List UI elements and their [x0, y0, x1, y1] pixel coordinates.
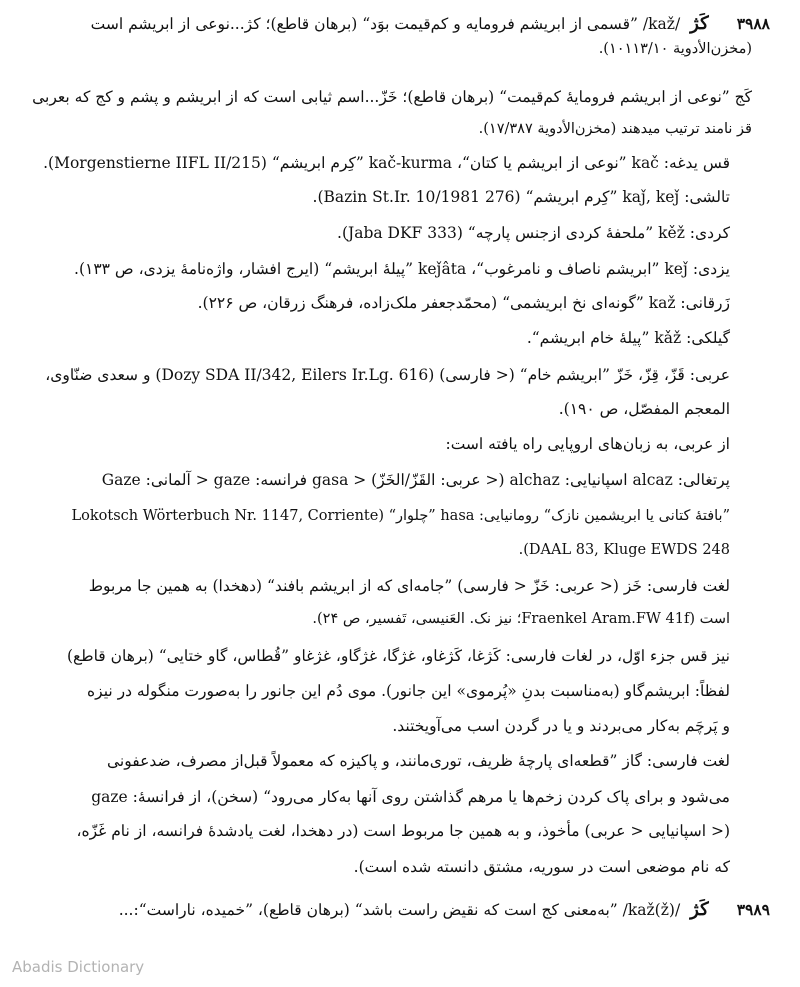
lafzan-line1: لفظاً: ابریشم‌گاو (به‌مناسبت بدنِ «پُرموی» این جانور). موی دُم این جانور را به‌صورت منگوله در نیزه: [87, 682, 730, 700]
zarqani-form: زَرقانی: kaž ”گونه‌ای نخ ابریشمی“ (محمّدجعفر ملک‌زاده، فرهنگ زرقان، ص ۲۲۶).: [197, 294, 730, 312]
yazdi-form: یزدی: keǰ ”ابریشم ناصاف و نامرغوب“، keǰâta ”پیلهٔ ابریشم“ (ایرج افشار، واژه‌نامهٔ یزدی، ص ۱۳۳).: [74, 260, 730, 278]
entry-3988-source: (مخزن‌الأدویة ۱۰۱۱۳/۱۰).: [598, 41, 752, 57]
europe-line3: DAAL 83, Kluge EWDS 248).: [518, 542, 730, 558]
europe-intro: از عربی، به زبان‌های اروپایی راه یافته است:: [445, 435, 730, 453]
arabic-line1: عربی: قَزّ، قِزّ، خَزّ ”ابریشم خام“ (< فارسی) (Dozy SDA II/342, Eilers Ir.Lg. 616) و سعدی ضنّاوی،: [45, 366, 730, 384]
lughat-farsi-1-line1: لغت فارسی: خَز (< عربی: خَزّ < فارسی) ”جامه‌ای که از ابریشم بافند“ (دهخدا) به همین جا مربوط: [88, 577, 730, 595]
lughat-farsi-1-line2: است (Fraenkel Aram.FW 41f؛ نیز نک. العَنیسی، تَفسیر، ص ۲۴).: [312, 611, 730, 627]
entry-definition: /kaž/ ”قسمی از ابریشم فرومایه و کم‌قیمت بوَد“ (برهان قاطع)؛ کژ...نوعی از ابریشم است: [90, 15, 681, 33]
entry-definition: /kaž(ž)/ ”به‌معنی کج است که نقیض راست باشد“ (برهان قاطع)، ”خمیده، ناراست“:...: [118, 901, 681, 919]
headword: کَژ: [690, 899, 709, 920]
lafzan-line2: و پَرچَم به‌کار می‌بردند و یا در گردن اسب می‌آویختند.: [392, 717, 730, 735]
sogdian-form: قس یدغه: kač ”نوعی از ابریشم یا کتان“، kač-kurma ”کِرم ابریشم“ (Morgenstierne IIFL II/215).: [43, 154, 730, 172]
kurdi-form: کردی: kěž ”ملحفهٔ کردی ازجنس پارچه“ (Jaba DKF 333).: [337, 224, 730, 242]
niz-line: نیز قس جزء اوّل، در لغات فارسی: کَژغا، کَژغاو، غژگا، غژگاو، غژغاو ”قُطاس، گاو ختایی“ (برهان قاطع): [66, 647, 730, 665]
entry-number: ۳۹۸۸: [736, 14, 770, 33]
headword: کَژ: [690, 13, 709, 34]
taleshi-form: تالشی: kaǰ, keǰ ”کِرم ابریشم“ (Bazin St.Ir. 10/1981 276).: [312, 188, 730, 206]
entry-number: ۳۹۸۹: [736, 900, 770, 919]
gilaki-form: گیلکی: kǎž ”پیلهٔ خام ابریشم“.: [526, 329, 730, 347]
lughat-farsi-2-line4: که نام موضعی است در سوریه، مشتق دانسته شده است).: [353, 858, 730, 876]
watermark: Abadis Dictionary: [12, 958, 145, 976]
kaj-paragraph-line2: قز نامند ترتیب میدهند (مخزن‌الأدویة ۱۷/۳۸۷).: [478, 121, 752, 137]
lughat-farsi-2-line3: (< اسپانیایی < عربی) مأخوذ، و به همین جا مربوط است (در دهخدا، لغت یادشدهٔ فرانسه، از نام غَزّه،: [76, 822, 730, 840]
lughat-farsi-2-line1: لغت فارسی: گاز ”قطعه‌ای پارچهٔ ظریف، توری‌مانند، و پاکیزه که معمولاً قبل‌از مصرف، ضدعفونی: [107, 752, 730, 770]
lughat-farsi-2-line2: می‌شود و برای پاک کردن زخم‌ها یا مرهم گذاشتن روی آنها به‌کار می‌رود“ (سخن)، از فرانسهٔ: gaze: [91, 788, 730, 806]
europe-line1: پرتغالی: alcaz اسپانیایی: alchaz (< عربی: القَزّ/الخَزّ) < gasa فرانسه: gaze < آلمانی: Gaze: [101, 471, 730, 489]
arabic-line2: المعجم المفصّل، ص ۱۹۰).: [558, 400, 730, 418]
kaj-paragraph-line1: کَج ”نوعی از ابریشم فرومایهٔ کم‌قیمت“ (برهان قاطع)؛ خَزّ...اسم ثیابی است که از ابریشم و پشم و کج که بعربی: [32, 88, 752, 106]
entry-3989-header: [20, 898, 770, 922]
europe-line2: ”بافتهٔ کتانی یا ابریشمین نازک“ رومانیایی: hasa ”چلوار“ (Lokotsch Wörterbuch Nr. 1147, Corriente: [71, 508, 730, 524]
entry-3988-header: [20, 12, 770, 36]
